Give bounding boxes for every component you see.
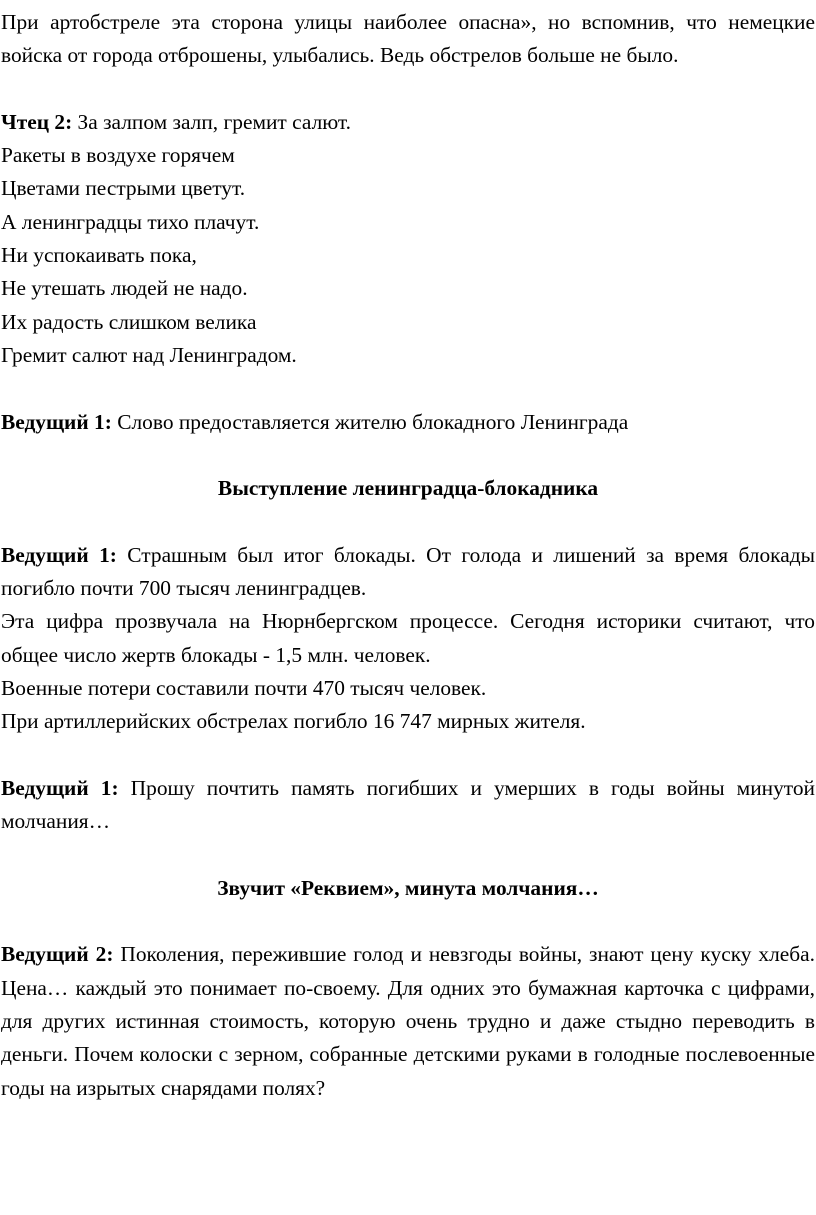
reader2-first-line	[1, 106, 815, 139]
statistics-paragraph: При артиллерийских обстрелах погибло 16 747 мирных жителя.	[1, 709, 586, 734]
spacer	[1, 73, 815, 106]
section-heading: Выступление ленинградца-блокадника	[217, 476, 599, 501]
intro-paragraph: При артобстреле эта сторона улицы наиболее опасна», но вспомнив, что немецкие войска от города отброшены, улыбались. Ведь обстрелов больше не было.	[1, 10, 815, 68]
poem-line: Ракеты в воздухе горячем	[1, 143, 235, 168]
poem-line: Гремит салют над Ленинградом.	[1, 342, 297, 367]
spacer	[1, 439, 815, 472]
poem-line: Ни успокаивать пока,	[1, 243, 197, 268]
spacer	[1, 505, 815, 538]
speaker-label: Ведущий 1:	[1, 542, 117, 567]
speaker-label: Ведущий 2:	[1, 942, 114, 967]
paragraph-text: Слово предоставляется жителю блокадного Ленинграда	[111, 409, 629, 434]
speaker-label: Ведущий 1:	[1, 775, 119, 800]
poem-line: Их радость слишком велика	[1, 309, 257, 334]
host2-paragraph	[1, 938, 815, 1104]
spacer	[1, 739, 815, 772]
poem-line: Цветами пестрыми цветут.	[1, 176, 246, 201]
speaker-label: Ведущий 1:	[1, 409, 112, 434]
statistics-paragraph: Эта цифра прозвучала на Нюрнбергском процессе. Сегодня историки считают, что общее число жертв блокады - 1,5 млн. человек.	[1, 609, 815, 667]
section-heading: Звучит «Реквием», минута молчания…	[217, 875, 599, 900]
speaker-label: Чтец 2:	[1, 109, 73, 134]
spacer	[1, 372, 815, 405]
host1-intro-paragraph	[1, 406, 815, 439]
paragraph-text: Прошу почтить память погибших и умерших в годы войны минутой молчания…	[1, 775, 815, 834]
document-body	[1, 6, 815, 1105]
poem-line: А ленинградцы тихо плачут.	[1, 209, 260, 234]
host1-silence-paragraph	[1, 772, 815, 839]
spacer	[1, 838, 815, 871]
statistics-paragraph: Военные потери составили почти 470 тысяч человек.	[1, 675, 487, 700]
host1-statistics-paragraph	[1, 539, 815, 606]
paragraph-text: Страшным был итог блокады. От голода и лишений за время блокады погибло почти 700 тысяч ленинградцев.	[1, 542, 815, 601]
poem-line: За залпом залп, гремит салют.	[72, 109, 352, 134]
paragraph-text: Поколения, пережившие голод и невзгоды войны, знают цену куску хлеба. Цена… каждый это понимает по-своему. Для одних это бумажная карточка с цифрами, для других истинная стоимость, которую очень трудно и даже стыдно переводить в деньги. Почем колоски с зерном, собранные детскими руками в голодные послевоенные годы на изрытых снарядами полях?	[1, 942, 816, 1100]
spacer	[1, 905, 815, 938]
poem-line: Не утешать людей не надо.	[1, 276, 248, 301]
